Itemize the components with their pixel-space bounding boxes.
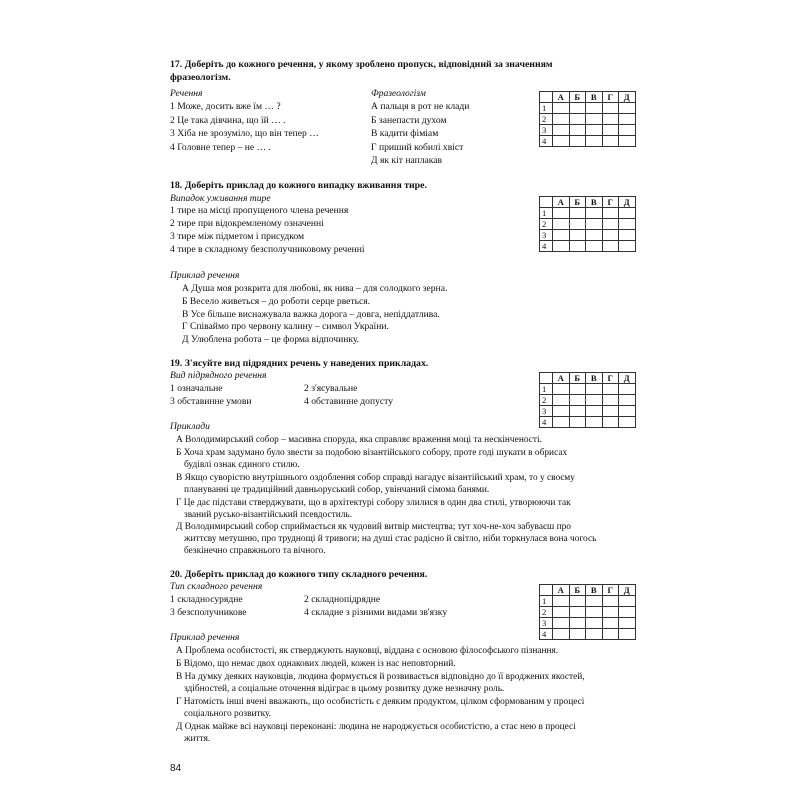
q17-right-caption: Фразеологізм xyxy=(371,88,426,99)
grid-answer-cell[interactable] xyxy=(569,241,586,252)
grid-answer-cell[interactable] xyxy=(586,618,603,629)
grid-answer-cell[interactable] xyxy=(586,384,603,395)
q20-title: 20. Доберіть приклад до кожного типу складного речення. xyxy=(170,569,428,580)
q19-example-h-line1: Г Це дає підстави стверджувати, що в архітектурі собору злилися в один два стилі, утворюючи так xyxy=(176,498,571,508)
grid-row-number: 1 xyxy=(540,208,553,219)
grid-row-number: 3 xyxy=(540,618,553,629)
grid-header-cell: В xyxy=(586,197,603,208)
grid-row-number: 1 xyxy=(540,384,553,395)
grid-row xyxy=(540,596,636,607)
grid-row xyxy=(540,103,636,114)
q20-type-caption: Тип складного речення xyxy=(170,581,263,592)
grid-answer-cell[interactable] xyxy=(553,241,570,252)
grid-header-cell: А xyxy=(553,92,570,103)
q18-case-caption: Випадок уживання тире xyxy=(170,193,271,204)
grid-answer-cell[interactable] xyxy=(569,208,586,219)
grid-answer-cell[interactable] xyxy=(553,230,570,241)
grid-answer-cell[interactable] xyxy=(553,136,570,147)
q19-answer-grid[interactable] xyxy=(539,372,636,428)
q18-example-h: Г Співаймо про червону калину – символ України. xyxy=(182,321,389,332)
q17-sentence-3: 3 Хіба не зрозуміло, що він тепер … xyxy=(170,128,319,139)
grid-answer-cell[interactable] xyxy=(602,629,619,640)
grid-answer-cell[interactable] xyxy=(569,607,586,618)
grid-answer-cell[interactable] xyxy=(553,406,570,417)
q19-kind-caption: Вид підрядного речення xyxy=(170,370,267,381)
grid-answer-cell[interactable] xyxy=(569,596,586,607)
q17-title-line1: 17. Доберіть до кожного речення, у якому зроблено пропуск, відповідний за значенням xyxy=(170,59,553,70)
grid-answer-cell[interactable] xyxy=(586,230,603,241)
grid-answer-cell[interactable] xyxy=(553,114,570,125)
grid-row-number: 2 xyxy=(540,114,553,125)
q19-example-d-rest: життєву метушню, про труднощі й тривоги; на душі стає радісно й світло, ніби торкнулася вона чогось безкінечно справжнього та вічного. xyxy=(184,534,597,557)
q19-example-caption: Приклади xyxy=(170,421,210,432)
q20-example-a-line1: А Проблема особистості, як стверджують науковці, віддана є основою філософського пізнання. xyxy=(176,646,559,656)
grid-row-number: 2 xyxy=(540,395,553,406)
grid-row-number: 2 xyxy=(540,607,553,618)
grid-answer-cell[interactable] xyxy=(569,618,586,629)
q19-kind-3: 3 обставинне умови xyxy=(170,396,252,407)
grid-header-cell: Б xyxy=(569,585,586,596)
q20-example-d-rest: життя. xyxy=(184,734,211,745)
grid-answer-cell[interactable] xyxy=(602,230,619,241)
q20-type-3: 3 безсполучникове xyxy=(170,607,247,618)
grid-answer-cell[interactable] xyxy=(569,629,586,640)
grid-answer-cell[interactable] xyxy=(569,395,586,406)
grid-row xyxy=(540,241,636,252)
grid-header-cell: А xyxy=(553,197,570,208)
grid-header-cell: Д xyxy=(619,373,636,384)
grid-answer-cell[interactable] xyxy=(586,219,603,230)
q17-phrase-v: В кадити фіміам xyxy=(371,128,439,139)
q20-example-d-line1: Д Однак майже всі науковці переконані: людина не народжується особистістю, а стає нею в процесі xyxy=(176,722,576,732)
grid-answer-cell[interactable] xyxy=(553,219,570,230)
q19-kind-1: 1 означальне xyxy=(170,383,223,394)
q19-example-a-line1: А Володимирський собор – масивна споруда, яка справляє враження моці та нескінченості. xyxy=(176,435,542,445)
q20-example-h-rest: соціального розвитку. xyxy=(184,709,272,720)
grid-header-row xyxy=(540,373,636,384)
q18-case-1: 1 тире на місці пропущеного члена речення xyxy=(170,205,349,216)
q18-case-2: 2 тире при відокремленому означенні xyxy=(170,218,324,229)
grid-answer-cell[interactable] xyxy=(586,629,603,640)
grid-header-row xyxy=(540,92,636,103)
q20-example-v-line1: В На думку деяких науковців, людина формується й розвивається відповідно до її вроджених якостей, xyxy=(176,672,585,682)
grid-answer-cell[interactable] xyxy=(602,208,619,219)
grid-row-number: 1 xyxy=(540,103,553,114)
q19-example-v-line1: В Якщо суворістю внутрішнього оздоблення собор справді нагадує візантійський храм, то у своєму xyxy=(176,473,575,483)
q19-example-v-rest: плануванні це традиційний давньоруський собор, увінчаний сімома банями. xyxy=(184,485,490,496)
grid-answer-cell[interactable] xyxy=(602,114,619,125)
grid-answer-cell[interactable] xyxy=(586,136,603,147)
grid-answer-cell[interactable] xyxy=(602,618,619,629)
grid-answer-cell[interactable] xyxy=(553,208,570,219)
q19-example-b-rest: будівлі ознак єдиного стилю. xyxy=(184,460,300,471)
grid-answer-cell[interactable] xyxy=(553,384,570,395)
grid-answer-cell[interactable] xyxy=(619,618,636,629)
q20-example-v-rest: здібностей, а соціальне оточення відіграє в цьому розвитку дуже незначну роль. xyxy=(184,684,505,695)
grid-row xyxy=(540,395,636,406)
grid-corner-cell xyxy=(540,92,553,103)
grid-row xyxy=(540,208,636,219)
grid-header-cell: Д xyxy=(619,197,636,208)
q19-example-a xyxy=(176,434,620,446)
grid-answer-cell[interactable] xyxy=(619,208,636,219)
grid-answer-cell[interactable] xyxy=(602,136,619,147)
grid-header-cell: Г xyxy=(602,197,619,208)
grid-corner-cell xyxy=(540,585,553,596)
q19-example-d-line1: Д Володимирський собор сприймається як чудовий витвір мистецтва; тут хоч-не-хоч забуваєш про xyxy=(176,522,571,532)
grid-row-number: 3 xyxy=(540,125,553,136)
grid-answer-cell[interactable] xyxy=(569,417,586,428)
grid-row-number: 4 xyxy=(540,417,553,428)
q20-example-h xyxy=(176,696,620,720)
grid-header-cell: Г xyxy=(602,373,619,384)
q19-kind-4: 4 обставинне допусту xyxy=(304,396,394,407)
grid-row xyxy=(540,114,636,125)
grid-header-cell: А xyxy=(553,373,570,384)
q20-answer-grid[interactable] xyxy=(539,584,636,640)
grid-header-cell: Д xyxy=(619,92,636,103)
q17-left-caption: Речення xyxy=(170,88,203,99)
grid-header-cell: Б xyxy=(569,92,586,103)
q17-answer-grid[interactable] xyxy=(539,91,636,147)
grid-row xyxy=(540,406,636,417)
grid-answer-cell[interactable] xyxy=(553,629,570,640)
grid-answer-cell[interactable] xyxy=(569,114,586,125)
grid-answer-cell[interactable] xyxy=(619,629,636,640)
grid-answer-cell[interactable] xyxy=(602,103,619,114)
q18-case-3: 3 тире між підметом і присудком xyxy=(170,231,305,242)
grid-answer-cell[interactable] xyxy=(602,395,619,406)
q18-example-caption: Приклад речення xyxy=(170,270,240,281)
grid-answer-cell[interactable] xyxy=(569,219,586,230)
grid-answer-cell[interactable] xyxy=(569,125,586,136)
q20-example-caption: Приклад речення xyxy=(170,632,240,643)
q18-example-d: Д Улюблена робота – це форма відпочинку. xyxy=(182,334,360,345)
q19-example-b-line1: Б Хоча храм задумано було звести за подобою візантійського собору, проте годі шукати в обрисах xyxy=(176,448,568,458)
grid-header-cell: В xyxy=(586,585,603,596)
grid-answer-cell[interactable] xyxy=(586,208,603,219)
q17-sentence-4: 4 Головне тепер – не … . xyxy=(170,142,271,153)
grid-answer-cell[interactable] xyxy=(553,596,570,607)
grid-header-cell: Г xyxy=(602,585,619,596)
grid-answer-cell[interactable] xyxy=(586,596,603,607)
grid-answer-cell[interactable] xyxy=(569,406,586,417)
grid-answer-cell[interactable] xyxy=(619,607,636,618)
grid-answer-cell[interactable] xyxy=(553,417,570,428)
grid-answer-cell[interactable] xyxy=(569,103,586,114)
grid-answer-cell[interactable] xyxy=(619,406,636,417)
q18-example-v: В Усе більше виснажувала важка дорога – довга, непіддатлива. xyxy=(182,309,440,320)
q20-example-a xyxy=(176,645,620,657)
q18-example-b: Б Весело живеться – до роботи серце рветься. xyxy=(182,296,371,307)
grid-answer-cell[interactable] xyxy=(586,406,603,417)
grid-answer-cell[interactable] xyxy=(586,607,603,618)
q19-example-d xyxy=(176,521,620,558)
grid-corner-cell xyxy=(540,197,553,208)
q20-example-h-line1: Г Натомість інші вчені вважають, що особистість є деяким продуктом, цілком сформованим у процесі xyxy=(176,697,585,707)
grid-row xyxy=(540,219,636,230)
grid-answer-cell[interactable] xyxy=(619,114,636,125)
grid-answer-cell[interactable] xyxy=(619,395,636,406)
grid-answer-cell[interactable] xyxy=(586,241,603,252)
grid-answer-cell[interactable] xyxy=(619,384,636,395)
grid-answer-cell[interactable] xyxy=(553,103,570,114)
q17-phrase-d: Д як кіт наплакав xyxy=(371,155,443,166)
grid-header-cell: Г xyxy=(602,92,619,103)
page-number: 84 xyxy=(170,763,182,774)
q19-example-b xyxy=(176,447,620,471)
grid-row-number: 4 xyxy=(540,136,553,147)
grid-row xyxy=(540,629,636,640)
q17-phrase-b: Б занепасти духом xyxy=(371,115,447,126)
grid-header-cell: А xyxy=(553,585,570,596)
grid-row xyxy=(540,417,636,428)
grid-answer-cell[interactable] xyxy=(602,596,619,607)
grid-corner-cell xyxy=(540,373,553,384)
grid-answer-cell[interactable] xyxy=(602,125,619,136)
q19-example-h-rest: званий русько-візантійський псевдостиль. xyxy=(184,510,353,521)
grid-row-number: 4 xyxy=(540,241,553,252)
grid-answer-cell[interactable] xyxy=(602,219,619,230)
q20-type-4: 4 складне з різними видами зв'язку xyxy=(304,607,448,618)
grid-answer-cell[interactable] xyxy=(619,103,636,114)
grid-row-number: 3 xyxy=(540,230,553,241)
q19-example-h xyxy=(176,497,620,521)
grid-answer-cell[interactable] xyxy=(569,136,586,147)
grid-answer-cell[interactable] xyxy=(586,103,603,114)
grid-row-number: 1 xyxy=(540,596,553,607)
grid-answer-cell[interactable] xyxy=(553,618,570,629)
grid-row-number: 3 xyxy=(540,406,553,417)
q19-kind-2: 2 з'ясувальне xyxy=(304,383,358,394)
grid-row-number: 4 xyxy=(540,629,553,640)
grid-header-cell: Б xyxy=(569,373,586,384)
grid-row xyxy=(540,607,636,618)
grid-row xyxy=(540,384,636,395)
q20-example-d xyxy=(176,721,620,745)
grid-row xyxy=(540,125,636,136)
q18-answer-grid[interactable] xyxy=(539,196,636,252)
grid-answer-cell[interactable] xyxy=(602,241,619,252)
grid-answer-cell[interactable] xyxy=(586,417,603,428)
grid-answer-cell[interactable] xyxy=(569,230,586,241)
q17-sentence-1: 1 Може, досить вже їм … ? xyxy=(170,101,281,112)
q17-sentence-2: 2 Це така дівчина, що їй … . xyxy=(170,115,286,126)
grid-answer-cell[interactable] xyxy=(619,417,636,428)
q18-case-4: 4 тире в складному безсполучниковому реченні xyxy=(170,244,365,255)
grid-answer-cell[interactable] xyxy=(553,395,570,406)
grid-header-cell: Д xyxy=(619,585,636,596)
grid-answer-cell[interactable] xyxy=(553,125,570,136)
grid-answer-cell[interactable] xyxy=(586,125,603,136)
grid-answer-cell[interactable] xyxy=(602,417,619,428)
q19-title: 19. З'ясуйте вид підрядних речень у наведених прикладах. xyxy=(170,358,429,369)
q17-title-line2: фразеологізм. xyxy=(170,72,231,83)
grid-row xyxy=(540,618,636,629)
grid-header-row xyxy=(540,585,636,596)
grid-answer-cell[interactable] xyxy=(586,395,603,406)
q20-example-b xyxy=(176,658,620,670)
q20-example-v xyxy=(176,671,620,695)
grid-answer-cell[interactable] xyxy=(602,406,619,417)
q18-example-a: А Душа моя розкрита для любові, як нива – для солодкого зерна. xyxy=(182,283,448,294)
q17-phrase-h: Г приший кобилі хвіст xyxy=(371,142,464,153)
q20-example-b-line1: Б Відомо, що немає двох однакових людей, кожен із нас неповторний. xyxy=(176,659,456,669)
grid-row-number: 2 xyxy=(540,219,553,230)
grid-header-cell: Б xyxy=(569,197,586,208)
grid-row xyxy=(540,136,636,147)
q18-title: 18. Доберіть приклад до кожного випадку вживання тире. xyxy=(170,180,427,191)
grid-answer-cell[interactable] xyxy=(602,607,619,618)
grid-answer-cell[interactable] xyxy=(569,384,586,395)
grid-header-row xyxy=(540,197,636,208)
grid-row xyxy=(540,230,636,241)
grid-answer-cell[interactable] xyxy=(619,125,636,136)
grid-answer-cell[interactable] xyxy=(553,607,570,618)
grid-answer-cell[interactable] xyxy=(586,114,603,125)
q17-phrase-a: А пальця в рот не клади xyxy=(371,101,470,112)
grid-answer-cell[interactable] xyxy=(619,219,636,230)
grid-answer-cell[interactable] xyxy=(619,230,636,241)
grid-header-cell: В xyxy=(586,373,603,384)
grid-answer-cell[interactable] xyxy=(602,384,619,395)
grid-answer-cell[interactable] xyxy=(619,136,636,147)
q20-type-2: 2 складнопідрядне xyxy=(304,594,381,605)
grid-answer-cell[interactable] xyxy=(619,241,636,252)
q20-type-1: 1 складносурядне xyxy=(170,594,243,605)
grid-answer-cell[interactable] xyxy=(619,596,636,607)
q19-example-v xyxy=(176,472,620,496)
grid-header-cell: В xyxy=(586,92,603,103)
